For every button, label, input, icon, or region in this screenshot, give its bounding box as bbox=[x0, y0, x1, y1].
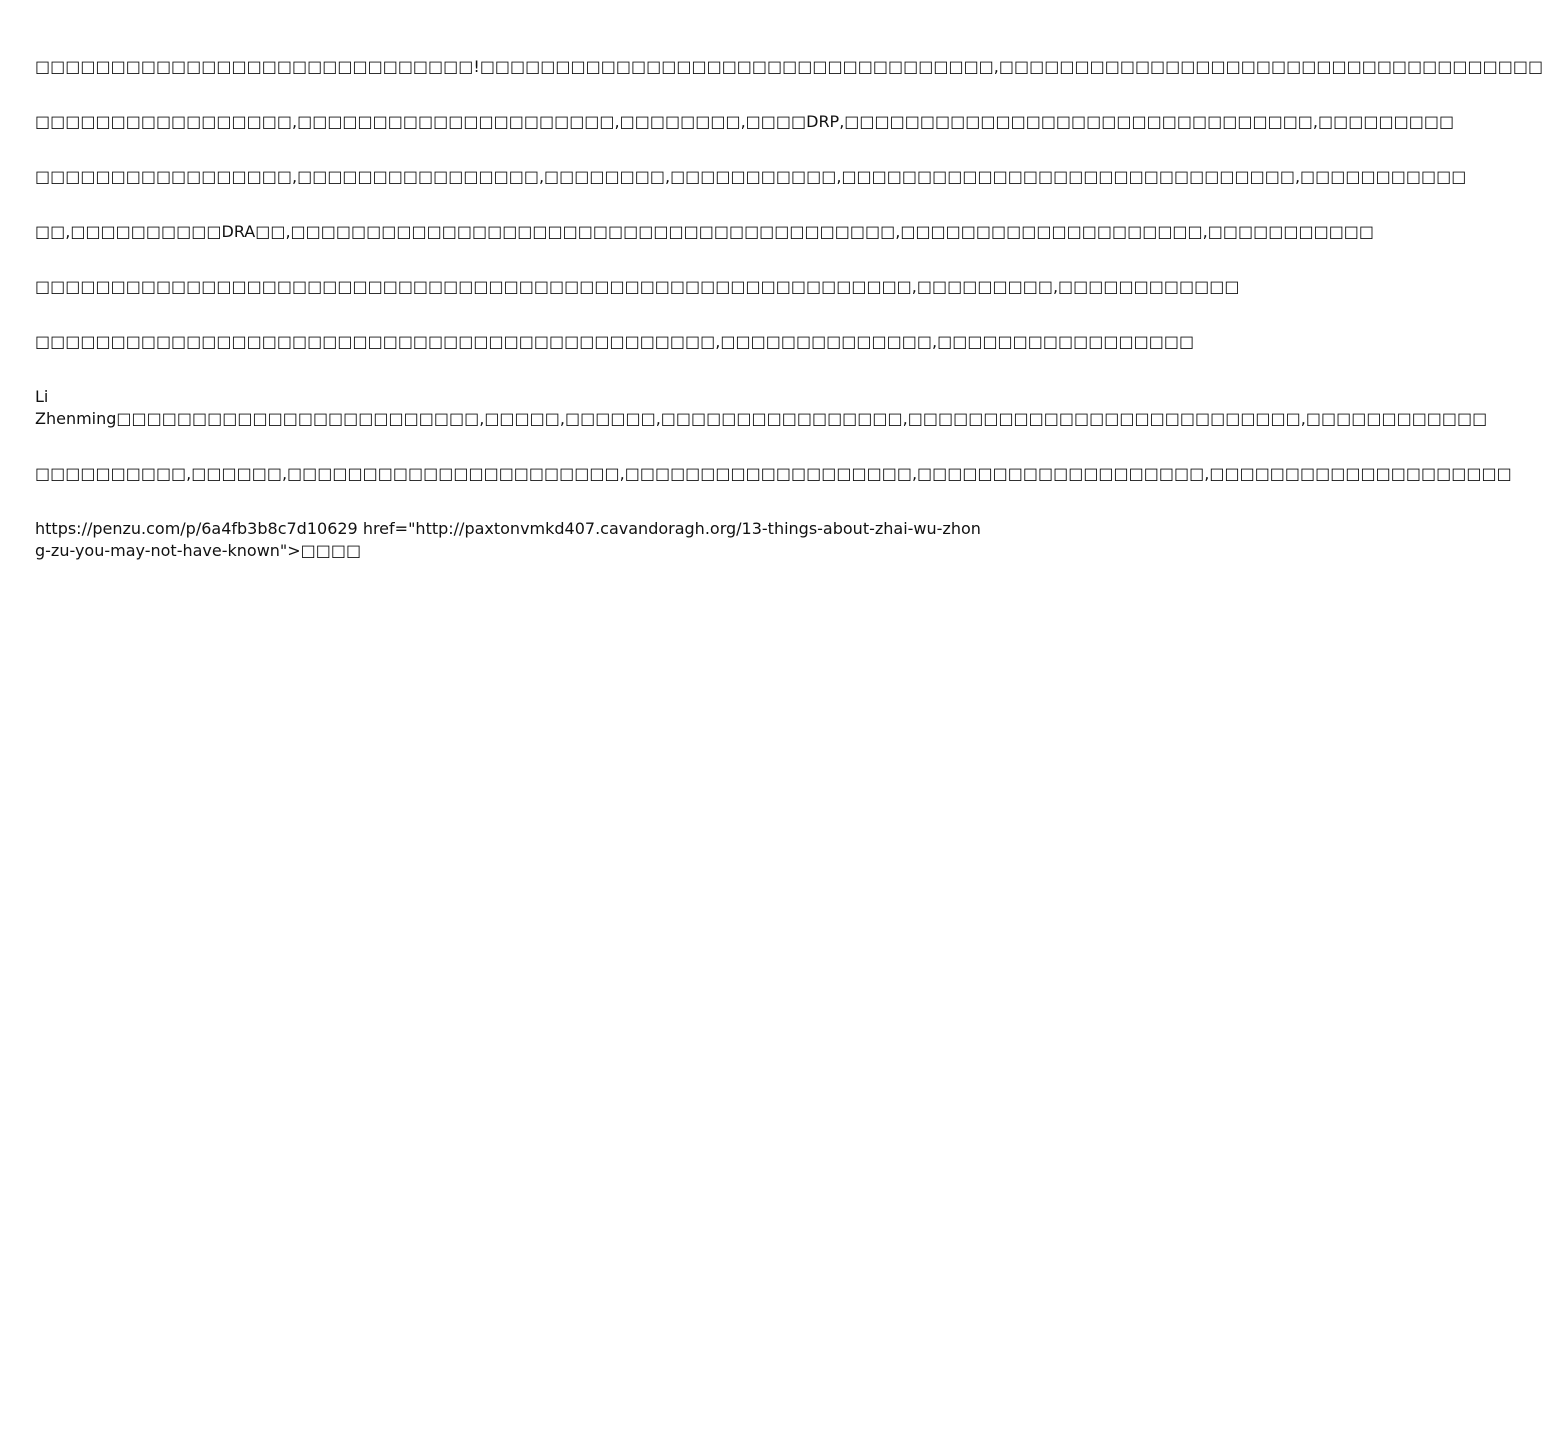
paragraph-6: □□□□□□□□□□□□□□□□□□□□□□□□□□□□□□□□□□□□□□□□□□□□□,□□□□□□□□□□□□□□,□□□□□□□□□□□□□□□□□ bbox=[35, 332, 1195, 351]
closing-paragraph: □□□□□□□□□□,□□□□□□,□□□□□□□□□□□□□□□□□□□□□□,□□□□□□□□□□□□□□□□□□□,□□□□□□□□□□□□□□□□□□□,□□□□□□□□□□□□□□□□□□□□ bbox=[35, 464, 1512, 483]
paragraph-5: □□□□□□□□□□□□□□□□□□□□□□□□□□□□□□□□□□□□□□□□□□□□□□□□□□□□□□□□□□,□□□□□□□□□,□□□□□□□□□□□□ bbox=[35, 277, 1240, 296]
document-body bbox=[35, 56, 1543, 562]
li-zhenming-paragraph bbox=[35, 386, 1488, 430]
li-line-1: Li bbox=[35, 387, 49, 406]
link-text-paragraph: https://penzu.com/p/6a4fb3b8c7d10629 href="http://paxtonvmkd407.cavandoragh.org/13-things-about-zhai-wu-zhong-zu-you-may-not-have-known">□□□□ bbox=[35, 519, 981, 560]
paragraph-2: □□□□□□□□□□□□□□□□□,□□□□□□□□□□□□□□□□□□□□□,□□□□□□□□,□□□□DRP,□□□□□□□□□□□□□□□□□□□□□□□□□□□□□□□,□□□□□□□□□ bbox=[35, 112, 1455, 131]
paragraph-1: □□□□□□□□□□□□□□□□□□□□□□□□□□□□□!□□□□□□□□□□□□□□□□□□□□□□□□□□□□□□□□□□,□□□□□□□□□□□□□□□□□□□□□□□□□□□□□□□□□□□□ bbox=[35, 57, 1543, 76]
li-line-2: Zhenming□□□□□□□□□□□□□□□□□□□□□□□□,□□□□□,□□□□□□,□□□□□□□□□□□□□□□□,□□□□□□□□□□□□□□□□□□□□□□□□□□,□□□□□□□□□□□□ bbox=[35, 409, 1488, 428]
paragraph-3: □□□□□□□□□□□□□□□□□,□□□□□□□□□□□□□□□□,□□□□□□□□,□□□□□□□□□□□,□□□□□□□□□□□□□□□□□□□□□□□□□□□□□□,□□□□□□□□□□□ bbox=[35, 167, 1467, 186]
paragraph-4: □□,□□□□□□□□□□DRA□□,□□□□□□□□□□□□□□□□□□□□□□□□□□□□□□□□□□□□□□□□,□□□□□□□□□□□□□□□□□□□□,□□□□□□□□□□□ bbox=[35, 222, 1375, 241]
